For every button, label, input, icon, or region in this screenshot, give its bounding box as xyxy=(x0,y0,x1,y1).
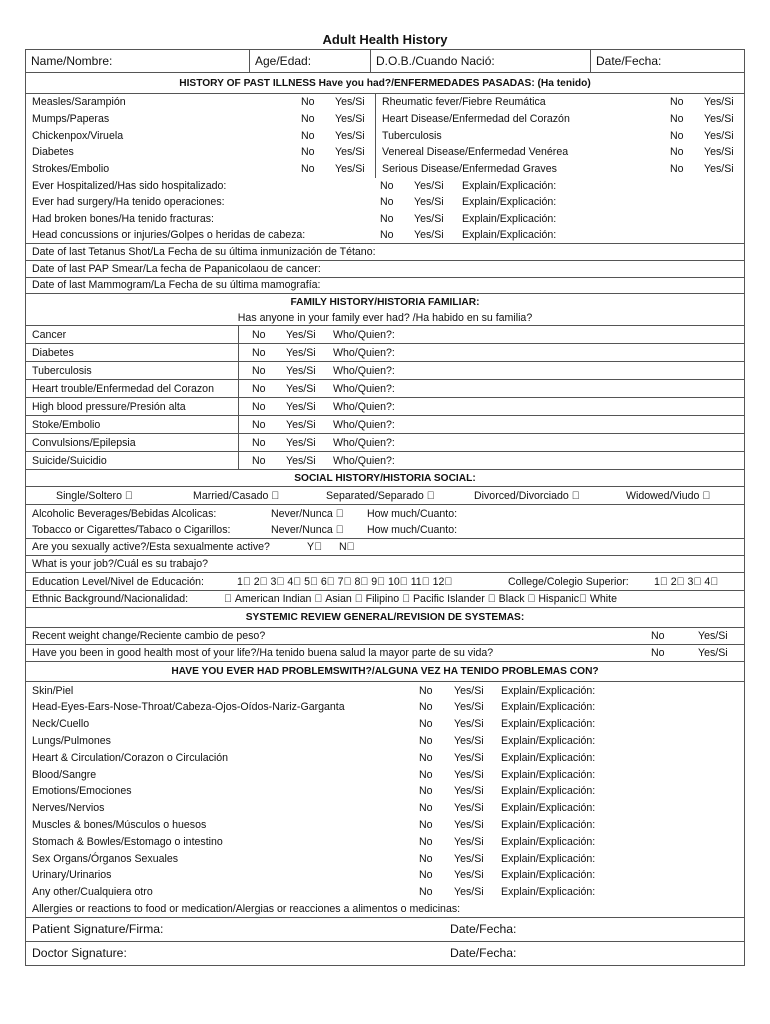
yes-option[interactable]: Yes/Si xyxy=(335,146,365,159)
who-field[interactable]: Who/Quien?: xyxy=(333,436,395,449)
explain-field[interactable]: Explain/Explicación: xyxy=(501,751,596,764)
college-label: College/Colegio Superior: xyxy=(508,575,629,588)
family-history-row xyxy=(26,344,744,362)
problem-label: Nerves/Nervios xyxy=(32,802,105,815)
yes-option[interactable]: Yes/Si xyxy=(454,869,484,882)
systemic-question: Have you been in good health most of your life?/Ha tenido buena salud la mayor parte de su vida? xyxy=(32,647,494,660)
section-heading: SYSTEMIC REVIEW GENERAL/REVISION DE SYSTEMAS: xyxy=(245,612,525,624)
yes-option[interactable]: Yes/Si xyxy=(286,436,316,449)
no-option[interactable]: No xyxy=(301,146,315,159)
no-option[interactable]: No xyxy=(419,835,433,848)
condition-label: Stoke/Embolio xyxy=(32,418,101,431)
screening-date-row xyxy=(26,244,744,261)
tobacco-never-checkbox[interactable]: Never/Nunca xyxy=(271,524,333,537)
no-option[interactable]: No xyxy=(651,630,665,643)
alcohol-never-checkbox[interactable]: Never/Nunca xyxy=(271,507,333,520)
yes-option[interactable]: Yes/Si xyxy=(704,129,734,142)
dob-field[interactable]: D.O.B./Cuando Nació: xyxy=(376,54,495,68)
problem-label: Sex Organs/Órganos Sexuales xyxy=(32,852,179,865)
yes-option[interactable]: Yes/Si xyxy=(454,802,484,815)
yes-option[interactable]: Yes/Si xyxy=(454,751,484,764)
yes-option[interactable]: Yes/Si xyxy=(414,196,444,209)
no-option[interactable]: No xyxy=(380,196,394,209)
yes-checkbox[interactable]: Y xyxy=(307,541,315,554)
no-option[interactable]: No xyxy=(301,113,315,126)
who-field[interactable]: Who/Quien?: xyxy=(333,454,395,467)
no-option[interactable]: No xyxy=(301,129,315,142)
past-event-row xyxy=(26,228,744,245)
illness-label: Serious Disease/Enfermedad Graves xyxy=(382,163,557,176)
problem-row xyxy=(26,833,744,850)
no-option[interactable]: No xyxy=(301,96,315,109)
patient-signature-row xyxy=(26,918,744,942)
problem-label: Muscles & bones/Músculos o huesos xyxy=(32,819,207,832)
no-checkbox[interactable]: N xyxy=(339,541,347,554)
problem-label: Stomach & Bowles/Estomago o intestino xyxy=(32,835,223,848)
education-row xyxy=(26,573,744,591)
no-option[interactable]: No xyxy=(252,364,266,377)
screening-date-field[interactable]: Date of last PAP Smear/La fecha de Papanicolaou de cancer: xyxy=(32,262,321,275)
column-divider xyxy=(375,143,376,161)
illness-label: Diabetes xyxy=(32,146,74,159)
family-history-row xyxy=(26,398,744,416)
no-option[interactable]: No xyxy=(419,735,433,748)
yes-option[interactable]: Yes/Si xyxy=(704,163,734,176)
no-option[interactable]: No xyxy=(419,751,433,764)
illness-label: Chickenpox/Viruela xyxy=(32,129,124,142)
explain-field[interactable]: Explain/Explicación: xyxy=(501,869,596,882)
no-option[interactable]: No xyxy=(380,229,394,242)
no-option[interactable]: No xyxy=(419,886,433,899)
problem-row xyxy=(26,733,744,750)
yes-option[interactable]: Yes/Si xyxy=(335,163,365,176)
column-divider xyxy=(238,433,239,452)
no-option[interactable]: No xyxy=(380,179,394,192)
no-option[interactable]: No xyxy=(419,768,433,781)
family-question xyxy=(26,310,744,326)
yes-option[interactable]: Yes/Si xyxy=(698,630,728,643)
who-field[interactable]: Who/Quien?: xyxy=(333,328,395,341)
tobacco-how-much[interactable]: How much/Cuanto: xyxy=(367,524,458,537)
past-event-row xyxy=(26,194,744,211)
problem-row xyxy=(26,699,744,716)
sexual-activity-row xyxy=(26,539,744,556)
family-history-row xyxy=(26,416,744,434)
column-divider xyxy=(375,110,376,128)
systemic-question: Recent weight change/Reciente cambio de peso? xyxy=(32,630,266,643)
health-history-form xyxy=(25,30,745,966)
who-field[interactable]: Who/Quien?: xyxy=(333,364,395,377)
screening-date-row xyxy=(26,261,744,278)
no-option[interactable]: No xyxy=(252,400,266,413)
job-field[interactable]: What is your job?/Cuál es su trabajo? xyxy=(32,558,209,571)
marital-status-row xyxy=(26,487,744,505)
yes-option[interactable]: Yes/Si xyxy=(454,835,484,848)
problem-label: Skin/Piel xyxy=(32,684,74,697)
condition-label: Heart trouble/Enfermedad del Corazon xyxy=(32,382,214,395)
problem-label: Emotions/Emociones xyxy=(32,785,132,798)
no-option[interactable]: No xyxy=(252,346,266,359)
marital-single[interactable]: Single/Soltero xyxy=(56,489,122,502)
yes-option[interactable]: Yes/Si xyxy=(414,229,444,242)
condition-label: Cancer xyxy=(32,328,67,341)
yes-option[interactable]: Yes/Si xyxy=(454,768,484,781)
column-divider xyxy=(375,160,376,178)
date-field[interactable]: Date/Fecha: xyxy=(596,54,662,68)
alcohol-label: Alcoholic Beverages/Bebidas Alcolicas: xyxy=(32,507,217,520)
problem-row xyxy=(26,783,744,800)
alcohol-how-much[interactable]: How much/Cuanto: xyxy=(367,507,458,520)
no-option[interactable]: No xyxy=(670,146,684,159)
illness-label: Mumps/Paperas xyxy=(32,113,110,126)
yes-option[interactable]: Yes/Si xyxy=(414,179,444,192)
patient-date-field[interactable]: Date/Fecha: xyxy=(450,922,517,937)
past-event-label: Head concussions or injuries/Golpes o heridas de cabeza: xyxy=(32,229,306,242)
explain-field[interactable]: Explain/Explicación: xyxy=(501,684,596,697)
patient-signature-field[interactable]: Patient Signature/Firma: xyxy=(32,922,164,937)
section-heading: HISTORY OF PAST ILLNESS Have you had?/ENFERMEDADES PASADAS: (Ha tenido) xyxy=(179,77,591,89)
explain-field[interactable]: Explain/Explicación: xyxy=(501,835,596,848)
problem-row xyxy=(26,800,744,817)
family-history-row xyxy=(26,452,744,470)
no-option[interactable]: No xyxy=(419,701,433,714)
problem-label: Blood/Sangre xyxy=(32,768,97,781)
illness-label: Strokes/Embolio xyxy=(32,163,110,176)
problem-label: Neck/Cuello xyxy=(32,718,90,731)
no-option[interactable]: No xyxy=(419,684,433,697)
no-option[interactable]: No xyxy=(670,113,684,126)
no-option[interactable]: No xyxy=(419,802,433,815)
yes-option[interactable]: Yes/Si xyxy=(286,400,316,413)
explain-field[interactable]: Explain/Explicación: xyxy=(501,852,596,865)
college-year-checkboxes[interactable]: 1 2 3 4 xyxy=(654,575,687,588)
problem-label: Urinary/Urinarios xyxy=(32,869,112,882)
no-option[interactable]: No xyxy=(419,718,433,731)
doctor-signature-field[interactable]: Doctor Signature: xyxy=(32,946,127,961)
no-option[interactable]: No xyxy=(301,163,315,176)
tobacco-label: Tobacco or Cigarettes/Tabaco o Cigarillos: xyxy=(32,524,231,537)
past-event-row xyxy=(26,177,744,194)
past-illness-row xyxy=(26,144,744,161)
education-label: Education Level/Nivel de Educación: xyxy=(32,575,204,588)
past-events-list xyxy=(26,177,744,244)
who-field[interactable]: Who/Quien?: xyxy=(333,400,395,413)
explain-field[interactable]: Explain/Explicación: xyxy=(501,802,596,815)
condition-label: Suicide/Suicidio xyxy=(32,454,107,467)
yes-option[interactable]: Yes/Si xyxy=(454,819,484,832)
marital-widowed[interactable]: Widowed/Viudo xyxy=(626,489,700,502)
allergies-row xyxy=(26,901,744,918)
no-option[interactable]: No xyxy=(252,436,266,449)
yes-option[interactable]: Yes/Si xyxy=(286,418,316,431)
illness-label: Rheumatic fever/Fiebre Reumática xyxy=(382,96,546,109)
sexual-activity-label: Are you sexually active?/Esta sexualmente active? xyxy=(32,541,270,554)
yes-option[interactable]: Yes/Si xyxy=(286,346,316,359)
yes-option[interactable]: Yes/Si xyxy=(454,852,484,865)
family-history-row xyxy=(26,434,744,452)
marital-married[interactable]: Married/Casado xyxy=(193,489,269,502)
past-illness-row xyxy=(26,111,744,128)
past-illness-row xyxy=(26,127,744,144)
no-option[interactable]: No xyxy=(670,129,684,142)
problem-label: Head-Eyes-Ears-Nose-Throat/Cabeza-Ojos-Oídos-Nariz-Garganta xyxy=(32,701,345,714)
systemic-row xyxy=(26,645,744,662)
problem-row xyxy=(26,850,744,867)
problem-row xyxy=(26,716,744,733)
problem-row xyxy=(26,749,744,766)
who-field[interactable]: Who/Quien?: xyxy=(333,346,395,359)
systemic-heading xyxy=(26,608,744,628)
who-field[interactable]: Who/Quien?: xyxy=(333,418,395,431)
yes-option[interactable]: Yes/Si xyxy=(704,96,734,109)
family-history-row xyxy=(26,380,744,398)
past-illness-row xyxy=(26,161,744,178)
name-field[interactable]: Name/Nombre: xyxy=(31,54,113,68)
condition-label: Diabetes xyxy=(32,346,74,359)
problem-label: Lungs/Pulmones xyxy=(32,735,111,748)
form-frame xyxy=(25,49,745,966)
explain-field[interactable]: Explain/Explicación: xyxy=(462,213,557,226)
explain-field[interactable]: Explain/Explicación: xyxy=(501,701,596,714)
explain-field[interactable]: Explain/Explicación: xyxy=(501,768,596,781)
systemic-row xyxy=(26,628,744,645)
past-illness-row xyxy=(26,94,744,111)
screening-date-field[interactable]: Date of last Tetanus Shot/La Fecha de su última inmunización de Tétano: xyxy=(32,246,376,259)
yes-option[interactable]: Yes/Si xyxy=(286,454,316,467)
problems-heading xyxy=(26,662,744,682)
doctor-date-field[interactable]: Date/Fecha: xyxy=(450,946,517,961)
tobacco-row xyxy=(26,522,744,539)
section-heading: SOCIAL HISTORY/HISTORIA SOCIAL: xyxy=(294,472,476,484)
explain-field[interactable]: Explain/Explicación: xyxy=(501,735,596,748)
column-divider xyxy=(375,126,376,144)
systemic-list xyxy=(26,628,744,662)
no-option[interactable]: No xyxy=(252,382,266,395)
problem-label: Heart & Circulation/Corazon o Circulación xyxy=(32,751,229,764)
ethnic-row xyxy=(26,591,744,608)
yes-option[interactable]: Yes/Si xyxy=(454,785,484,798)
past-illness-list xyxy=(26,94,744,177)
condition-label: Tuberculosis xyxy=(32,364,92,377)
explain-field[interactable]: Explain/Explicación: xyxy=(501,718,596,731)
problem-row xyxy=(26,766,744,783)
yes-option[interactable]: Yes/Si xyxy=(286,382,316,395)
explain-field[interactable]: Explain/Explicación: xyxy=(462,179,557,192)
family-history-row xyxy=(26,326,744,344)
yes-option[interactable]: Yes/Si xyxy=(704,113,734,126)
no-option[interactable]: No xyxy=(419,785,433,798)
illness-label: Venereal Disease/Enfermedad Venérea xyxy=(382,146,569,159)
yes-option[interactable]: Yes/Si xyxy=(454,886,484,899)
explain-field[interactable]: Explain/Explicación: xyxy=(501,819,596,832)
form-title: Adult Health History xyxy=(322,32,448,47)
column-divider xyxy=(238,451,239,470)
problem-row xyxy=(26,867,744,884)
column-divider xyxy=(238,361,239,380)
yes-option[interactable]: Yes/Si xyxy=(286,364,316,377)
job-row xyxy=(26,556,744,573)
section-heading: FAMILY HISTORY/HISTORIA FAMILIAR: xyxy=(290,296,480,308)
yes-option[interactable]: Yes/Si xyxy=(704,146,734,159)
yes-option[interactable]: Yes/Si xyxy=(335,129,365,142)
condition-label: High blood pressure/Presión alta xyxy=(32,400,186,413)
who-field[interactable]: Who/Quien?: xyxy=(333,382,395,395)
screening-date-field[interactable]: Date of last Mammogram/La Fecha de su última mamografía: xyxy=(32,279,321,292)
yes-option[interactable]: Yes/Si xyxy=(454,701,484,714)
column-divider xyxy=(238,379,239,398)
ethnic-label: Ethnic Background/Nacionalidad: xyxy=(32,593,189,606)
no-option[interactable]: No xyxy=(252,328,266,341)
education-grade-checkboxes[interactable]: 1 2 3 4 5 6 7 8 9 10 11 12 xyxy=(237,575,357,588)
explain-field[interactable]: Explain/Explicación: xyxy=(462,196,557,209)
age-field[interactable]: Age/Edad: xyxy=(255,54,312,68)
problem-row xyxy=(26,817,744,834)
social-heading xyxy=(26,470,744,487)
family-question-text: Has anyone in your family ever had? /Ha habido en su familia? xyxy=(237,311,533,324)
no-option[interactable]: No xyxy=(651,647,665,660)
yes-option[interactable]: Yes/Si xyxy=(335,96,365,109)
problems-list xyxy=(26,682,744,900)
no-option[interactable]: No xyxy=(670,96,684,109)
yes-option[interactable]: Yes/Si xyxy=(454,718,484,731)
marital-divorced[interactable]: Divorced/Divorciado xyxy=(474,489,569,502)
column-divider xyxy=(375,93,376,111)
explain-field[interactable]: Explain/Explicación: xyxy=(462,229,557,242)
illness-label: Measles/Sarampión xyxy=(32,96,126,109)
screening-dates-list xyxy=(26,244,744,294)
family-history-row xyxy=(26,362,744,380)
past-event-label: Ever Hospitalized/Has sido hospitalizado: xyxy=(32,179,227,192)
condition-label: Convulsions/Epilepsia xyxy=(32,436,136,449)
illness-label: Heart Disease/Enfermedad del Corazón xyxy=(382,113,570,126)
no-option[interactable]: No xyxy=(419,819,433,832)
past-illness-heading xyxy=(26,73,744,94)
column-divider xyxy=(238,397,239,416)
past-event-label: Ever had surgery/Ha tenido operaciones: xyxy=(32,196,225,209)
yes-option[interactable]: Yes/Si xyxy=(698,647,728,660)
section-heading: HAVE YOU EVER HAD PROBLEMSWITH?/ALGUNA VEZ HA TENIDO PROBLEMAS CON? xyxy=(171,666,599,678)
family-history-list xyxy=(26,326,744,470)
past-event-label: Had broken bones/Ha tenido fracturas: xyxy=(32,213,214,226)
explain-field[interactable]: Explain/Explicación: xyxy=(501,886,596,899)
problem-row xyxy=(26,682,744,699)
no-option[interactable]: No xyxy=(380,213,394,226)
no-option[interactable]: No xyxy=(419,852,433,865)
ethnic-checkboxes[interactable]: American Indian Asian Filipino Pacific Islander Black Hispanic White xyxy=(224,593,544,606)
no-option[interactable]: No xyxy=(252,418,266,431)
family-heading xyxy=(26,294,744,310)
past-event-row xyxy=(26,211,744,228)
column-divider xyxy=(238,325,239,344)
screening-date-row xyxy=(26,278,744,295)
marital-separated[interactable]: Separated/Separado xyxy=(326,489,424,502)
alcohol-row xyxy=(26,505,744,522)
yes-option[interactable]: Yes/Si xyxy=(286,328,316,341)
no-option[interactable]: No xyxy=(670,163,684,176)
problem-row xyxy=(26,884,744,901)
header-row xyxy=(26,50,744,73)
column-divider xyxy=(238,343,239,362)
yes-option[interactable]: Yes/Si xyxy=(335,113,365,126)
explain-field[interactable]: Explain/Explicación: xyxy=(501,785,596,798)
no-option[interactable]: No xyxy=(252,454,266,467)
yes-option[interactable]: Yes/Si xyxy=(454,735,484,748)
doctor-signature-row xyxy=(26,942,744,966)
column-divider xyxy=(238,415,239,434)
no-option[interactable]: No xyxy=(419,869,433,882)
yes-option[interactable]: Yes/Si xyxy=(414,213,444,226)
problem-label: Any other/Cualquiera otro xyxy=(32,886,153,899)
yes-option[interactable]: Yes/Si xyxy=(454,684,484,697)
allergies-field[interactable]: Allergies or reactions to food or medication/Alergias or reacciones a alimentos o medicinas: xyxy=(32,902,461,915)
illness-label: Tuberculosis xyxy=(382,129,442,142)
